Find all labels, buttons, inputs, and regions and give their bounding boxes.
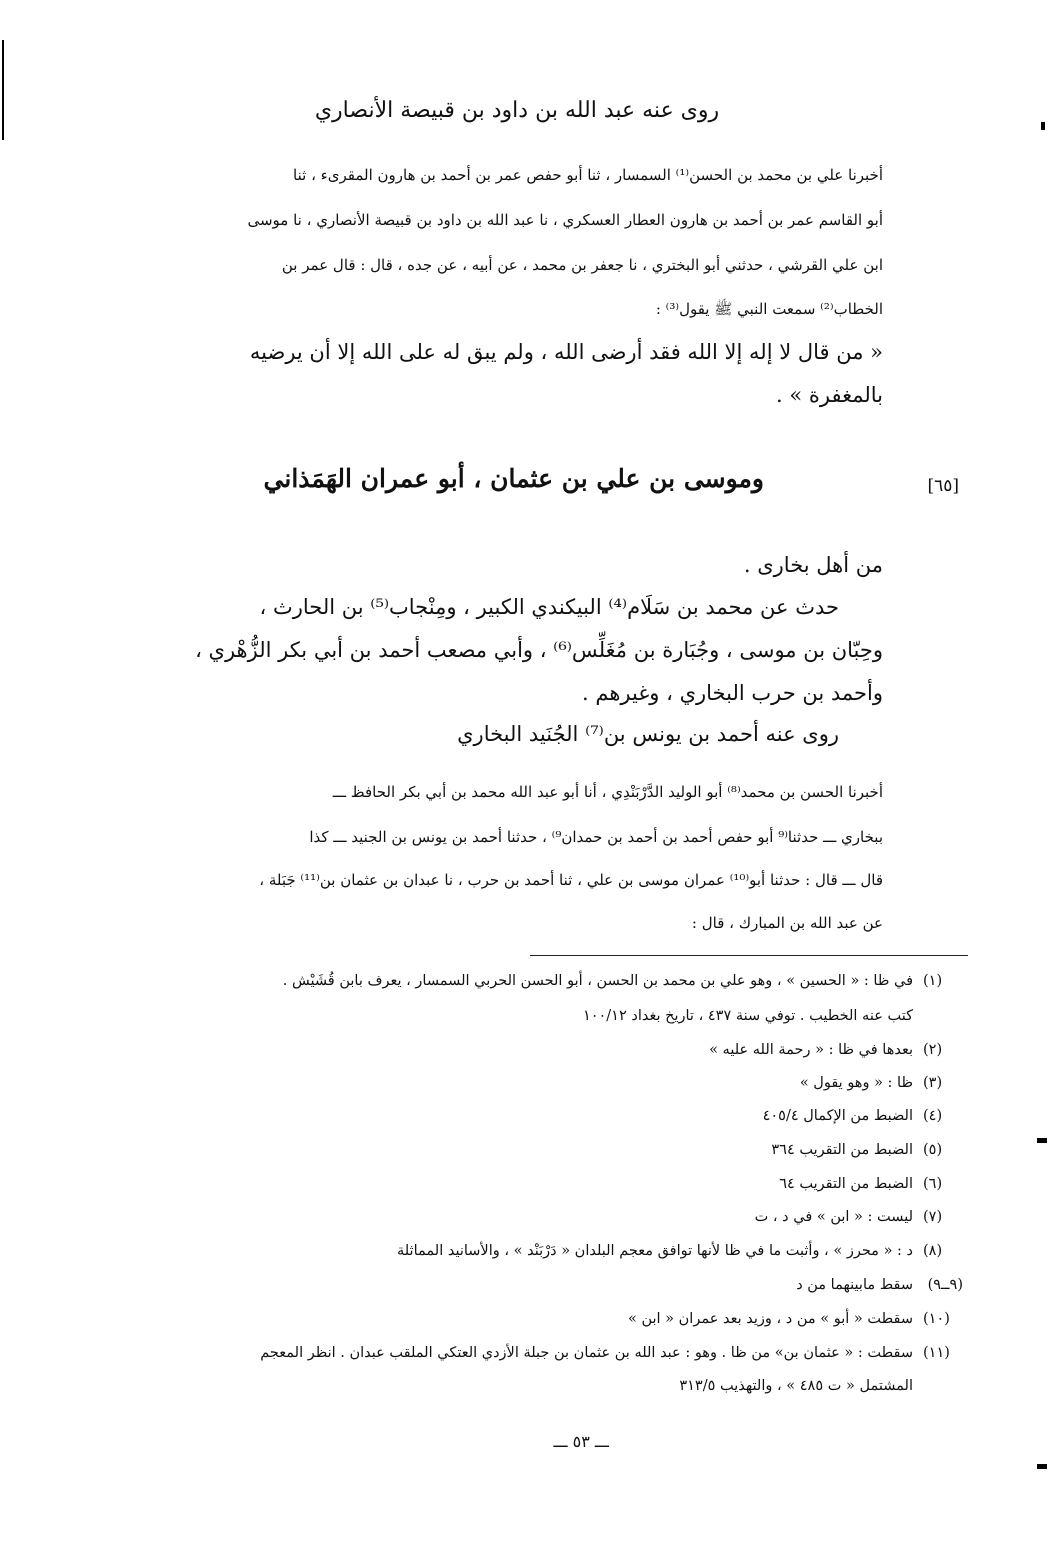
bio-line: وحِبّان بن موسى ، وجُبَارة بن مُغَلِّس⁽⁶⁾ ، وأبي مصعب أحمد بن أبي بكر الزُّهْري ، — [195, 638, 883, 662]
footnote-line: سقطت « أبو » من د ، وزيد بعد عمران « ابن » — [627, 1311, 913, 1327]
footnote-line: سقط مابينهما من د — [796, 1277, 913, 1293]
footnote-line: كتب عنه الخطيب . توفي سنة ٤٣٧ ، تاريخ بغداد ١٠٠/١٢ — [582, 1008, 913, 1024]
isnad-line: أخبرنا الحسن بن محمد⁽⁸⁾ أبو الوليد الدَّرْبَنْدِي ، أنا أبو عبد الله محمد بن أبي بكر الحافظ ـــ — [332, 783, 883, 801]
isnad-line: أخبرنا علي بن محمد بن الحسن⁽¹⁾ السمسار ، ثنا أبو حفص عمر بن أحمد بن هارون المقرىء ، ثنا — [293, 166, 883, 184]
isnad-line: ابن علي القرشي ، حدثني أبو البختري ، نا جعفر بن محمد ، عن أبيه ، عن جده ، قال : قال عمر بن — [281, 256, 883, 274]
isnad-line: ببخاري ـــ حدثنا⁽⁹ أبو حفص أحمد بن أحمد بن حمدان⁹⁾ ، حدثنا أحمد بن يونس بن الجنيد ـــ كذا — [309, 828, 883, 846]
footnote-line: الضبط من التقريب ٦٤ — [779, 1176, 913, 1192]
footnote-number: (٦) — [923, 1176, 943, 1192]
footnote-line: بعدها في ظا : « رحمة الله عليه » — [709, 1042, 913, 1058]
isnad-line: عن عبد الله بن المبارك ، قال : — [691, 914, 883, 932]
hadith-line: بالمغفرة » . — [776, 383, 883, 407]
footnote-line: سقطت : « عثمان بن» من ظا . وهو : عبد الله بن عثمان بن جبلة الأزدي العتكي الملقب عبدان . انظر المعجم — [260, 1345, 913, 1361]
footnote-number: (٥) — [923, 1142, 943, 1158]
footnote-divider — [530, 955, 968, 956]
footnote-number: (٩ــ٩) — [927, 1277, 963, 1293]
bio-line: وأحمد بن حرب البخاري ، وغيرهم . — [582, 681, 883, 705]
section-title: روى عنه عبد الله بن داود بن قبيصة الأنصاري — [314, 98, 720, 123]
isnad-line: قال ـــ قال : حدثنا أبو⁽¹⁰⁾ عمران موسى بن علي ، ثنا أحمد بن حرب ، نا عبدان بن عثمان بن⁽¹¹⁾ جَبَلة ، — [259, 871, 883, 889]
isnad-line: الخطاب⁽²⁾ سمعت النبي ﷺ يقول⁽³⁾ : — [655, 300, 883, 318]
footnote-line: المشتمل « ت ٤٨٥ » ، والتهذيب ٣١٣/٥ — [679, 1378, 913, 1394]
footnote-line: ليست : « ابن » في د ، ت — [754, 1209, 913, 1225]
scan-edge-mark — [1037, 1138, 1047, 1143]
footnote-number: (٤) — [923, 1108, 943, 1124]
footnote-number: (٧) — [923, 1209, 943, 1225]
footnote-number: (١١) — [923, 1345, 950, 1361]
footnote-line: د : « محرز » ، وأثبت ما في ظا لأنها توافق معجم البلدان « دَرْبَنْد » ، والأسانيد المماثلة — [396, 1243, 913, 1259]
bio-line: من أهل بخارى . — [743, 553, 883, 577]
hadith-line: « من قال لا إله إلا الله فقد أرضى الله ، ولم يبق له على الله إلا أن يرضيه — [249, 340, 883, 364]
footnote-number: (١) — [923, 973, 943, 989]
footnote-line: الضبط من الإكمال ٤٠٥/٤ — [762, 1108, 913, 1124]
bio-line: روى عنه أحمد بن يونس بن⁽⁷⁾ الجُنَيد البخاري — [457, 722, 839, 746]
footnote-number: (٣) — [923, 1075, 943, 1091]
scan-edge-mark — [1037, 1464, 1047, 1469]
footnote-number: (١٠) — [923, 1311, 950, 1327]
footnote-number: (٨) — [923, 1243, 943, 1259]
scan-edge-mark — [2, 40, 4, 140]
scan-edge-mark — [1041, 122, 1045, 130]
footnote-number: (٢) — [923, 1042, 943, 1058]
entry-number: [٦٥] — [927, 476, 959, 496]
entry-heading: وموسى بن علي بن عثمان ، أبو عمران الهَمَذاني — [263, 464, 764, 493]
footnote-line: في ظا : « الحسين » ، وهو علي بن محمد بن الحسن ، أبو الحسن الحربي السمسار ، يعرف بابن قُشَيْش . — [282, 973, 913, 989]
footnote-line: ظا : « وهو يقول » — [799, 1075, 913, 1091]
page-number: ـــ ٥٣ ـــ — [553, 1432, 609, 1451]
bio-line: حدث عن محمد بن سَلَام⁽⁴⁾ البيكندي الكبير ، ومِنْجاب⁽⁵⁾ بن الحارث ، — [259, 595, 839, 619]
isnad-line: أبو القاسم عمر بن أحمد بن هارون العطار العسكري ، نا عبد الله بن داود بن قبيصة الأنصاري ، نا موسى — [247, 211, 883, 229]
footnote-line: الضبط من التقريب ٣٦٤ — [771, 1142, 913, 1158]
